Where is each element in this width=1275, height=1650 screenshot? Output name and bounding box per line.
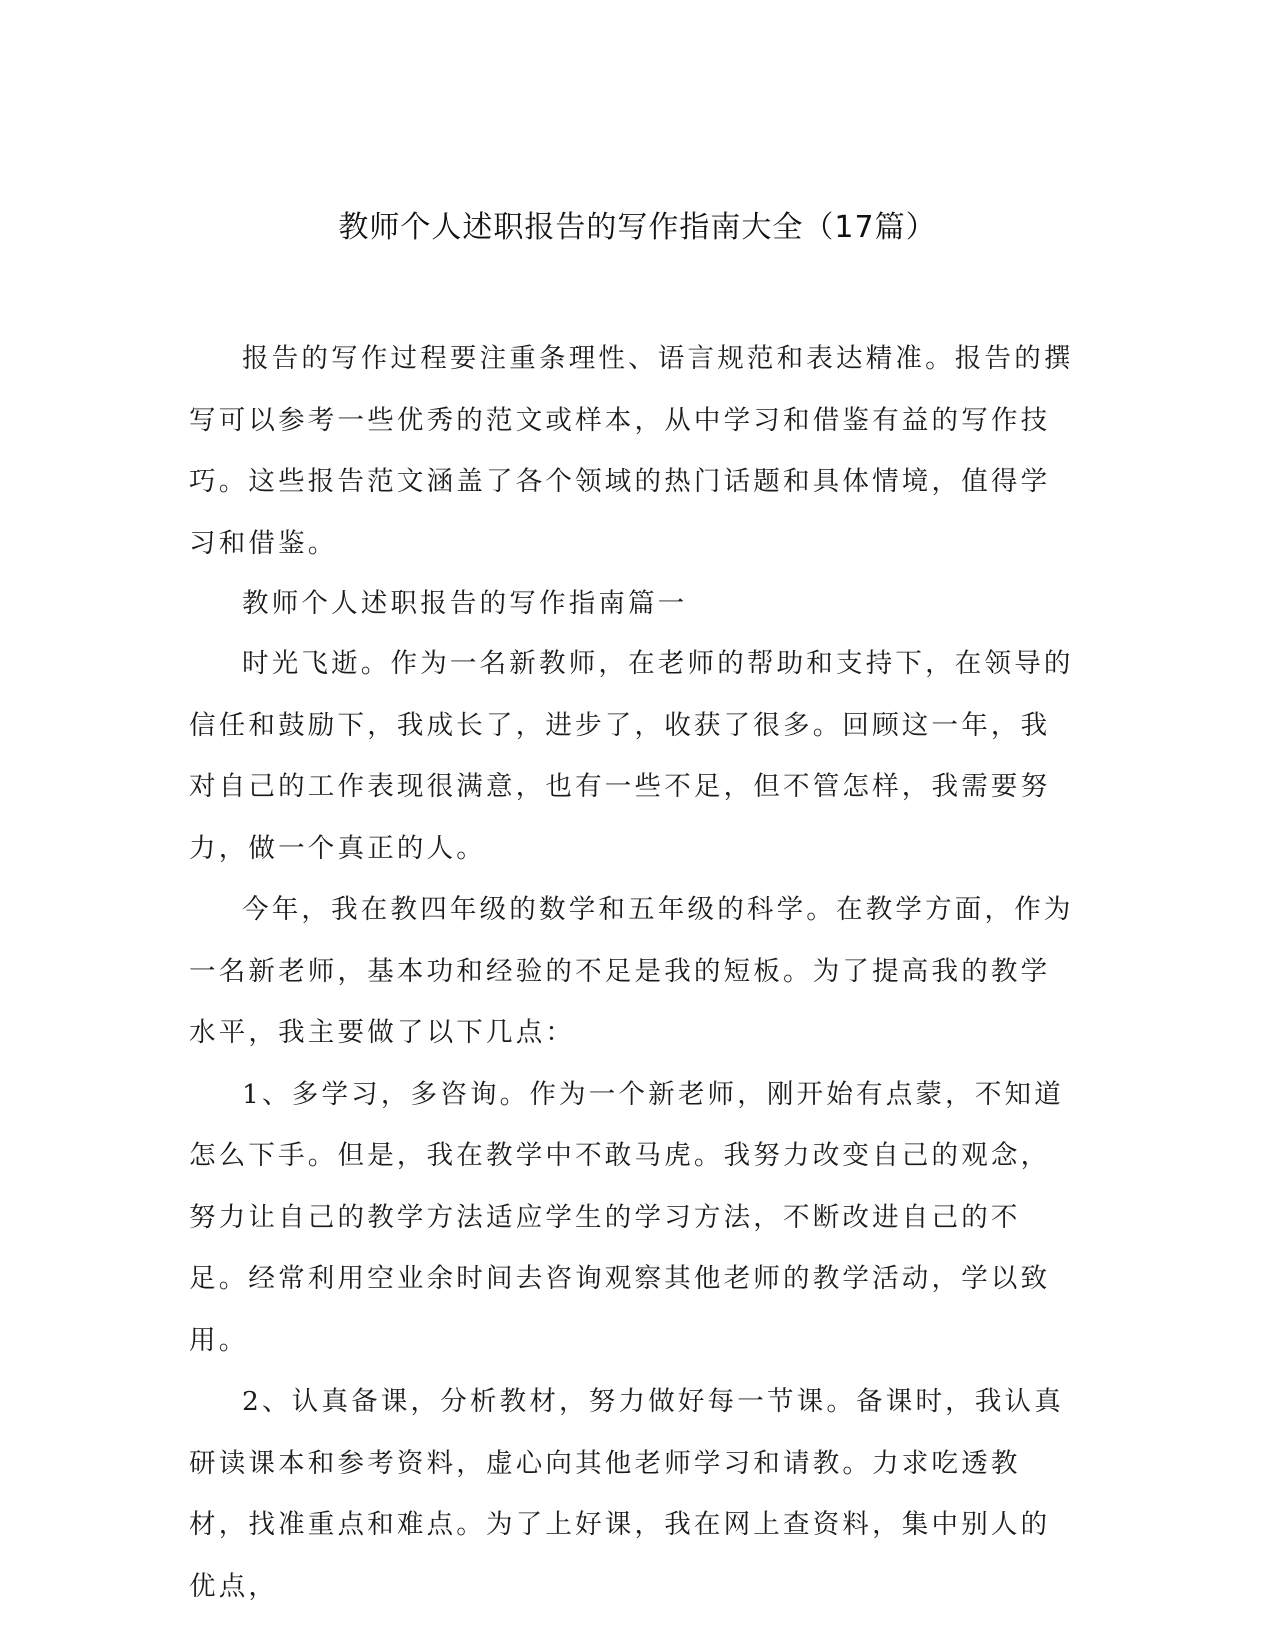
- paragraph: 时光飞逝。作为一名新教师，在老师的帮助和支持下，在领导的信任和鼓励下，我成长了，进步了，收获了很多。回顾这一年，我对自己的工作表现很满意，也有一些不足，但不管怎样，我需要努力，做一个真正的人。: [189, 648, 1074, 864]
- paragraph-intro: 报告的写作过程要注重条理性、语言规范和表达精准。报告的撰写可以参考一些优秀的范文或样本，从中学习和借鉴有益的写作技巧。这些报告范文涵盖了各个领域的热门话题和具体情境，值得学习和借鉴。: [189, 343, 1074, 559]
- paragraph: 1、多学习，多咨询。作为一个新老师，刚开始有点蒙，不知道怎么下手。但是，我在教学中不敢马虎。我努力改变自己的观念，努力让自己的教学方法适应学生的学习方法，不断改进自己的不足。经常利用空业余时间去咨询观察其他老师的教学活动，学以致用。: [189, 1078, 1064, 1356]
- paragraph: 今年，我在教四年级的数学和五年级的科学。在教学方面，作为一名新老师，基本功和经验的不足是我的短板。为了提高我的教学水平，我主要做了以下几点：: [189, 894, 1074, 1048]
- paragraph: 2、认真备课，分析教材，努力做好每一节课。备课时，我认真研读课本和参考资料，虚心向其他老师学习和请教。力求吃透教材，找准重点和难点。为了上好课，我在网上查资料，集中别人的优点，: [189, 1386, 1064, 1602]
- document-body: [189, 328, 1079, 1617]
- section-heading: 教师个人述职报告的写作指南篇一: [242, 588, 688, 619]
- document-title: 教师个人述职报告的写作指南大全（17篇）: [338, 210, 937, 245]
